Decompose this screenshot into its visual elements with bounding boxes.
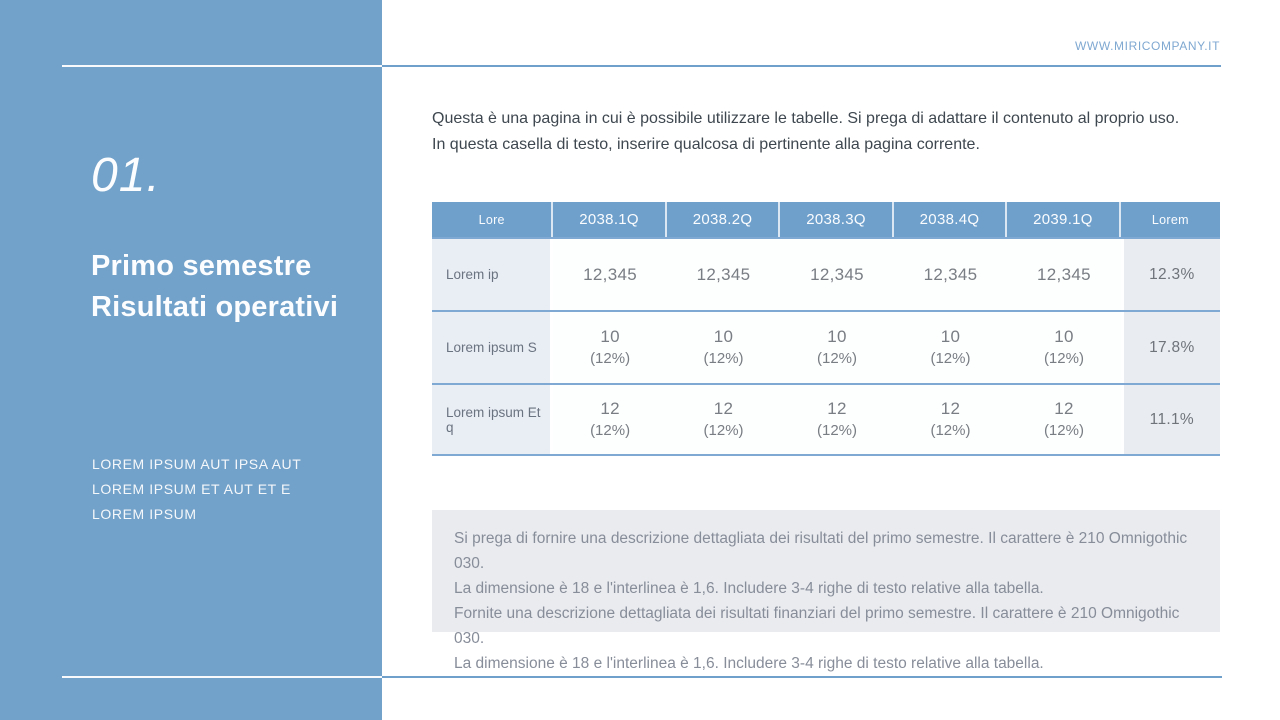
row-label-cell: Lorem ip <box>432 239 553 310</box>
slide-title-line2: Risultati operativi <box>91 291 339 323</box>
cell-value: 12,345 <box>1037 265 1091 284</box>
cell-subvalue: (12%) <box>1043 350 1084 367</box>
table-header-cell: 2038.2Q <box>667 202 780 237</box>
sidebar-note-line: LOREM IPSUM ET AUT ET E <box>92 481 291 497</box>
slide-title <box>91 246 338 328</box>
cell-subvalue: (12%) <box>1043 422 1084 439</box>
description-line: La dimensione è 18 e l'interlinea è 1,6. Includere 3-4 righe di testo relative alla tabella. <box>454 580 1044 597</box>
cell-subvalue: (12%) <box>703 422 744 439</box>
description-line: Fornite una descrizione dettagliata dei risultati finanziari del primo semestre. Il carattere è 210 Omnigothic 030. <box>454 605 1180 647</box>
sidebar-note-line: LOREM IPSUM AUT IPSA AUT <box>92 456 302 472</box>
cell-value: 10 <box>1054 327 1074 346</box>
table-cell <box>780 385 893 454</box>
sidebar-notes <box>92 452 301 527</box>
cell-subvalue: (12%) <box>590 350 631 367</box>
table-row <box>432 383 1220 456</box>
table-cell <box>894 385 1007 454</box>
table-cell <box>1007 312 1120 383</box>
table-cell <box>894 239 1007 310</box>
table-header-cell: Lore <box>432 202 553 237</box>
cell-value: 12 <box>600 399 620 418</box>
description-line: La dimensione è 18 e l'interlinea è 1,6. Includere 3-4 righe di testo relative alla tabella. <box>454 655 1044 672</box>
table-cell <box>1007 239 1120 310</box>
cell-subvalue: (12%) <box>930 350 971 367</box>
site-url-link[interactable]: WWW.MIRICOMPANY.IT <box>1074 39 1220 53</box>
cell-subvalue: (12%) <box>930 422 971 439</box>
top-divider-blue <box>382 65 1221 67</box>
row-summary-cell: 17.8% <box>1121 312 1220 383</box>
cell-subvalue: (12%) <box>590 422 631 439</box>
table-cell <box>780 239 893 310</box>
cell-value: 12 <box>827 399 847 418</box>
row-label-cell: Lorem ipsum Et q <box>432 385 553 454</box>
sidebar-note-line: LOREM IPSUM <box>92 506 197 522</box>
table-header-cell: 2038.1Q <box>553 202 666 237</box>
cell-value: 12,345 <box>810 265 864 284</box>
table-header-cell: 2039.1Q <box>1007 202 1120 237</box>
top-divider-white <box>62 65 382 67</box>
table-cell <box>667 312 780 383</box>
table-cell <box>667 385 780 454</box>
bottom-divider-white <box>62 676 382 678</box>
intro-text-line2: In questa casella di testo, inserire qualcosa di pertinente alla pagina corrente. <box>432 136 980 153</box>
cell-value: 10 <box>940 327 961 346</box>
table-row <box>432 237 1220 310</box>
row-summary-cell: 12.3% <box>1121 239 1220 310</box>
cell-value: 12 <box>1054 399 1074 418</box>
table-cell <box>1007 385 1120 454</box>
section-number: 01. <box>91 149 161 202</box>
cell-value: 10 <box>713 327 734 346</box>
table-header-row <box>432 202 1220 237</box>
table-cell <box>553 239 666 310</box>
table-row <box>432 310 1220 383</box>
cell-value: 12,345 <box>923 265 978 284</box>
table-cell <box>894 312 1007 383</box>
table-cell <box>780 312 893 383</box>
cell-subvalue: (12%) <box>817 422 858 439</box>
results-table <box>432 202 1220 456</box>
cell-subvalue: (12%) <box>703 350 744 367</box>
table-header-cell: Lorem <box>1121 202 1220 237</box>
bottom-divider-blue <box>382 676 1222 678</box>
cell-value: 10 <box>600 327 620 346</box>
sidebar <box>0 0 382 720</box>
cell-value: 12,345 <box>583 265 637 284</box>
description-line: Si prega di fornire una descrizione dettagliata dei risultati del primo semestre. Il carattere è 210 Omnigothic 030. <box>454 530 1188 572</box>
table-header-cell: 2038.3Q <box>780 202 893 237</box>
cell-value: 12 <box>940 399 961 418</box>
cell-value: 12,345 <box>696 265 751 284</box>
table-cell <box>553 385 666 454</box>
intro-text <box>432 106 1179 158</box>
table-cell <box>553 312 666 383</box>
table-header-cell: 2038.4Q <box>894 202 1007 237</box>
description-box <box>432 510 1220 672</box>
cell-subvalue: (12%) <box>817 350 858 367</box>
row-label-cell: Lorem ipsum S <box>432 312 553 383</box>
table-cell <box>667 239 780 310</box>
cell-value: 10 <box>827 327 847 346</box>
row-summary-cell: 11.1% <box>1121 385 1220 454</box>
slide-title-line1: Primo semestre <box>91 250 312 282</box>
cell-value: 12 <box>713 399 734 418</box>
intro-text-line1: Questa è una pagina in cui è possibile utilizzare le tabelle. Si prega di adattare il contenuto al proprio uso. <box>432 110 1180 127</box>
